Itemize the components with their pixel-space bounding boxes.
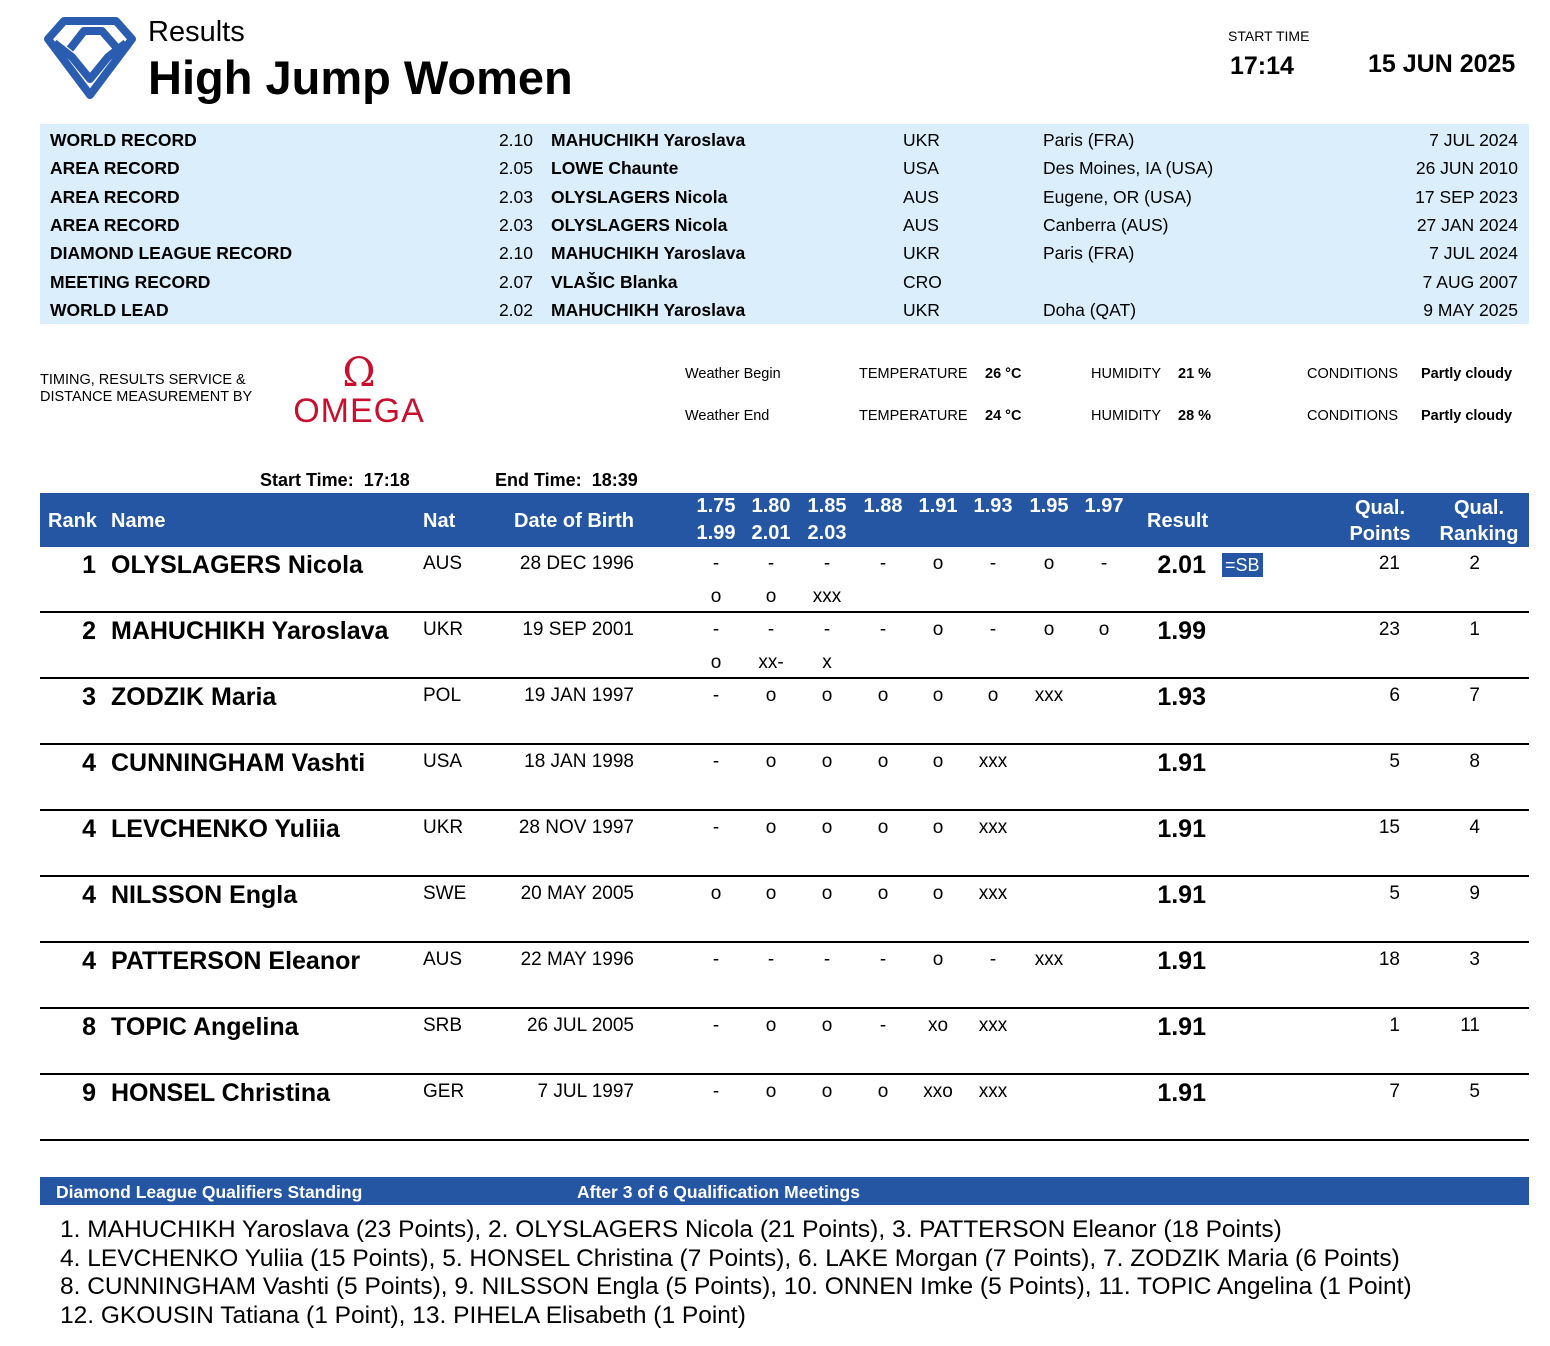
- record-date: 7 AUG 2007: [1422, 271, 1518, 292]
- result: 2.01: [1157, 551, 1206, 579]
- attempt: xxx: [978, 1015, 1008, 1036]
- table-row: [40, 877, 1529, 943]
- table-row: [40, 943, 1529, 1009]
- attempt: xxo: [923, 1081, 953, 1102]
- record-performance: 2.10: [498, 130, 533, 150]
- attempt: x: [822, 652, 832, 673]
- attempt: o: [987, 685, 999, 706]
- qual-ranking: 11: [1460, 1015, 1480, 1036]
- attempt: -: [823, 619, 831, 640]
- attempt: o: [932, 883, 944, 904]
- qual-ranking: 9: [1469, 883, 1480, 904]
- timing-credit-line2: DISTANCE MEASUREMENT BY: [40, 389, 253, 405]
- qual-ranking: 7: [1469, 685, 1480, 706]
- result-badge: =SB: [1222, 553, 1263, 577]
- weather-label: Weather Begin: [685, 366, 781, 382]
- standings-bar: [40, 1177, 1529, 1205]
- record-row: [40, 183, 1529, 211]
- athlete-name: TOPIC Angelina: [111, 1013, 299, 1041]
- attempt: o: [765, 586, 777, 607]
- timing-credit: [40, 372, 280, 406]
- record-row: [40, 154, 1529, 182]
- athlete-nat: SRB: [423, 1015, 463, 1036]
- humidity-value: 28 %: [1178, 408, 1212, 424]
- attempt: -: [879, 553, 887, 574]
- record-holder: OLYSLAGERS Nicola: [551, 214, 728, 235]
- record-venue: Eugene, OR (USA): [1043, 186, 1192, 207]
- record-date: 9 MAY 2025: [1423, 299, 1518, 320]
- record-date: 17 SEP 2023: [1415, 186, 1518, 207]
- attempt: o: [821, 1015, 833, 1036]
- record-type: AREA RECORD: [50, 158, 180, 179]
- standings-subtitle: After 3 of 6 Qualification Meetings: [577, 1182, 860, 1202]
- record-performance: 2.02: [498, 299, 533, 320]
- omega-logo-icon: [286, 352, 432, 426]
- attempt: o: [877, 685, 889, 706]
- record-nat: UKR: [903, 130, 940, 150]
- record-venue: Doha (QAT): [1043, 299, 1137, 320]
- table-row: [40, 1009, 1529, 1075]
- height-header: 1.99: [696, 522, 736, 544]
- attempt: o: [932, 949, 944, 970]
- attempt: o: [765, 1015, 777, 1036]
- height-header: 1.93: [973, 495, 1013, 517]
- standings-list: [60, 1216, 1412, 1330]
- qual-points: 6: [1389, 685, 1400, 706]
- attempt: -: [823, 553, 831, 574]
- page-title: High Jump Women: [148, 51, 573, 104]
- attempt: o: [821, 817, 833, 838]
- athlete-dob: 19 SEP 2001: [522, 619, 634, 640]
- humidity-value: 21 %: [1178, 366, 1212, 382]
- attempt: o: [710, 652, 722, 673]
- record-row: [40, 268, 1529, 296]
- start-time-label: START TIME: [1228, 28, 1310, 44]
- record-row: [40, 296, 1529, 324]
- attempt: o: [932, 751, 944, 772]
- result: 1.91: [1157, 815, 1206, 843]
- attempt: o: [821, 751, 833, 772]
- attempt: xxx: [1034, 685, 1064, 706]
- header-rank: Rank: [48, 510, 97, 532]
- athlete-dob: 26 JUL 2005: [526, 1015, 634, 1036]
- result: 1.91: [1157, 1079, 1206, 1107]
- record-nat: USA: [903, 158, 939, 179]
- height-header: 1.91: [918, 495, 958, 517]
- attempt: xxx: [812, 586, 842, 607]
- event-start-time: [260, 470, 410, 491]
- omega-symbol: Ω: [342, 352, 376, 396]
- attempt: -: [712, 1015, 720, 1036]
- attempt: xxx: [1034, 949, 1064, 970]
- standings-line: 1. MAHUCHIKH Yaroslava (23 Points), 2. OLYSLAGERS Nicola (21 Points), 3. PATTERSON Eleanor (18 Points): [60, 1216, 1282, 1243]
- rank: 2: [82, 617, 96, 645]
- record-type: WORLD LEAD: [50, 299, 169, 320]
- athlete-nat: UKR: [423, 619, 464, 640]
- record-venue: Paris (FRA): [1043, 243, 1135, 264]
- conditions-label: CONDITIONS: [1307, 366, 1399, 382]
- record-nat: UKR: [903, 243, 940, 264]
- attempt: -: [879, 1015, 887, 1036]
- attempt: o: [765, 817, 777, 838]
- humidity-label: HUMIDITY: [1091, 408, 1162, 424]
- height-header: 1.97: [1084, 495, 1124, 517]
- record-nat: AUS: [903, 214, 939, 235]
- attempt: -: [712, 751, 720, 772]
- attempt: -: [989, 619, 997, 640]
- qual-points: 1: [1389, 1015, 1400, 1036]
- attempt: -: [712, 553, 720, 574]
- result: 1.91: [1157, 1013, 1206, 1041]
- result: 1.91: [1157, 749, 1206, 777]
- attempt: o: [932, 817, 944, 838]
- height-header: 2.03: [807, 522, 847, 544]
- attempt: o: [765, 751, 777, 772]
- athlete-nat: USA: [423, 751, 463, 772]
- record-nat: CRO: [903, 271, 942, 292]
- athlete-dob: 18 JAN 1998: [524, 751, 634, 772]
- attempt: -: [712, 685, 720, 706]
- attempt: xo: [927, 1015, 949, 1036]
- humidity-label: HUMIDITY: [1091, 366, 1162, 382]
- athlete-name: CUNNINGHAM Vashti: [111, 749, 366, 777]
- record-performance: 2.07: [498, 271, 533, 292]
- header-dob: Date of Birth: [514, 510, 634, 532]
- qual-points: 7: [1389, 1081, 1400, 1102]
- athlete-name: OLYSLAGERS Nicola: [111, 551, 363, 579]
- event-end-label: End Time:: [495, 470, 582, 490]
- attempt: o: [1043, 553, 1055, 574]
- height-header: 1.88: [863, 495, 903, 517]
- result: 1.91: [1157, 881, 1206, 909]
- attempt: o: [821, 1081, 833, 1102]
- table-row: [40, 745, 1529, 811]
- header-qual-points-2: Points: [1349, 523, 1411, 545]
- temperature-label: TEMPERATURE: [859, 366, 968, 382]
- record-row: [40, 211, 1529, 239]
- attempt: o: [932, 685, 944, 706]
- standings-title: Diamond League Qualifiers Standing: [56, 1182, 363, 1202]
- record-date: 7 JUL 2024: [1429, 243, 1518, 264]
- rank: 3: [82, 683, 96, 711]
- height-header: 1.75: [696, 495, 736, 517]
- qual-ranking: 3: [1469, 949, 1480, 970]
- record-holder: LOWE Chaunte: [551, 158, 679, 179]
- temperature-value: 24 °C: [985, 408, 1022, 424]
- qual-points: 23: [1378, 619, 1400, 640]
- qual-ranking: 2: [1469, 553, 1480, 574]
- attempt: -: [1100, 553, 1108, 574]
- attempt: -: [712, 1081, 720, 1102]
- record-performance: 2.10: [498, 243, 533, 264]
- attempt: o: [765, 1081, 777, 1102]
- rank: 4: [82, 749, 96, 777]
- rank: 4: [82, 815, 96, 843]
- header-qual-points-1: Qual.: [1354, 497, 1405, 519]
- athlete-name: LEVCHENKO Yuliia: [111, 815, 340, 843]
- athlete-dob: 28 DEC 1996: [519, 553, 634, 574]
- attempt: -: [767, 553, 775, 574]
- rank: 4: [82, 881, 96, 909]
- weather-label: Weather End: [685, 408, 770, 424]
- attempt: -: [767, 949, 775, 970]
- record-venue: Canberra (AUS): [1043, 214, 1169, 235]
- record-venue: Paris (FRA): [1043, 130, 1135, 150]
- record-date: 27 JAN 2024: [1416, 214, 1518, 235]
- page-subtitle: Results: [148, 16, 245, 48]
- record-row: [40, 239, 1529, 267]
- athlete-dob: 28 NOV 1997: [518, 817, 634, 838]
- qual-ranking: 5: [1469, 1081, 1480, 1102]
- athlete-nat: AUS: [423, 949, 463, 970]
- start-time: 17:14: [1230, 52, 1294, 80]
- rank: 9: [82, 1079, 96, 1107]
- header-result: Result: [1147, 510, 1209, 532]
- record-holder: OLYSLAGERS Nicola: [551, 186, 728, 207]
- event-date: 15 JUN 2025: [1368, 50, 1516, 78]
- record-nat: UKR: [903, 299, 940, 320]
- attempt: o: [710, 586, 722, 607]
- athlete-name: MAHUCHIKH Yaroslava: [111, 617, 389, 645]
- athlete-nat: UKR: [423, 817, 464, 838]
- table-row: [40, 547, 1529, 613]
- height-header: 1.80: [751, 495, 791, 517]
- standings-line: 12. GKOUSIN Tatiana (1 Point), 13. PIHELA Elisabeth (1 Point): [60, 1301, 746, 1329]
- qual-points: 15: [1378, 817, 1400, 838]
- table-row: [40, 811, 1529, 877]
- attempt: o: [710, 883, 722, 904]
- qual-ranking: 4: [1469, 817, 1480, 838]
- athlete-nat: GER: [423, 1081, 465, 1102]
- attempt: xx-: [758, 652, 784, 673]
- attempt: o: [765, 883, 777, 904]
- rank: 8: [82, 1013, 96, 1041]
- attempt: o: [932, 619, 944, 640]
- record-type: AREA RECORD: [50, 186, 180, 207]
- header-nat: Nat: [423, 510, 456, 532]
- timing-credit-line1: TIMING, RESULTS SERVICE &: [40, 372, 246, 388]
- attempt: o: [821, 685, 833, 706]
- attempt: o: [877, 1081, 889, 1102]
- attempt: -: [989, 553, 997, 574]
- attempt: xxx: [978, 1081, 1008, 1102]
- conditions-label: CONDITIONS: [1307, 408, 1399, 424]
- attempt: o: [765, 685, 777, 706]
- conditions-value: Partly cloudy: [1421, 366, 1513, 382]
- athlete-dob: 22 MAY 1996: [520, 949, 634, 970]
- table-row: [40, 679, 1529, 745]
- record-row: [40, 126, 1529, 154]
- record-performance: 2.03: [498, 214, 533, 235]
- attempt: -: [712, 949, 720, 970]
- athlete-nat: AUS: [423, 553, 463, 574]
- temperature-value: 26 °C: [985, 366, 1022, 382]
- attempt: -: [879, 619, 887, 640]
- record-type: AREA RECORD: [50, 214, 180, 235]
- results-table-header: [40, 493, 1529, 547]
- height-header: 2.01: [751, 522, 791, 544]
- attempt: o: [1098, 619, 1110, 640]
- attempt: o: [821, 883, 833, 904]
- athlete-name: ZODZIK Maria: [111, 683, 277, 711]
- attempt: o: [877, 883, 889, 904]
- record-holder: VLAŠIC Blanka: [551, 271, 678, 292]
- attempt: o: [877, 751, 889, 772]
- qual-points: 18: [1378, 949, 1400, 970]
- qual-ranking: 1: [1469, 619, 1480, 640]
- event-end-time: [495, 470, 638, 491]
- attempt: -: [989, 949, 997, 970]
- height-header: 1.85: [807, 495, 847, 517]
- athlete-nat: POL: [423, 685, 462, 706]
- standings-line: 8. CUNNINGHAM Vashti (5 Points), 9. NILSSON Engla (5 Points), 10. ONNEN Imke (5 Points), 11. TOPIC Angelina (1 Point): [60, 1273, 1412, 1300]
- attempt: -: [712, 619, 720, 640]
- attempt: xxx: [978, 817, 1008, 838]
- athlete-name: NILSSON Engla: [111, 881, 298, 909]
- attempt: xxx: [978, 883, 1008, 904]
- record-date: 7 JUL 2024: [1429, 130, 1518, 150]
- athlete-nat: SWE: [423, 883, 467, 904]
- height-header: 1.95: [1029, 495, 1069, 517]
- attempt: -: [712, 817, 720, 838]
- record-performance: 2.03: [498, 186, 533, 207]
- event-start-label: Start Time:: [260, 470, 354, 490]
- records-table: [40, 124, 1529, 324]
- table-row: [40, 613, 1529, 679]
- rank: 1: [82, 551, 96, 579]
- attempt: o: [877, 817, 889, 838]
- record-date: 26 JUN 2010: [1415, 158, 1518, 179]
- result: 1.93: [1157, 683, 1206, 711]
- record-holder: MAHUCHIKH Yaroslava: [551, 130, 746, 150]
- table-row: [40, 1075, 1529, 1141]
- attempt: o: [932, 553, 944, 574]
- rank: 4: [82, 947, 96, 975]
- attempt: o: [1043, 619, 1055, 640]
- athlete-dob: 20 MAY 2005: [520, 883, 634, 904]
- record-venue: Des Moines, IA (USA): [1043, 158, 1214, 179]
- qual-ranking: 8: [1469, 751, 1480, 772]
- record-type: MEETING RECORD: [50, 271, 211, 292]
- record-nat: AUS: [903, 186, 939, 207]
- header-qual-ranking-1: Qual.: [1453, 497, 1504, 519]
- record-type: DIAMOND LEAGUE RECORD: [50, 243, 293, 264]
- attempt: xxx: [978, 751, 1008, 772]
- event-end-value: 18:39: [591, 470, 638, 490]
- qual-points: 5: [1389, 883, 1400, 904]
- header-qual-ranking-2: Ranking: [1439, 523, 1519, 545]
- athlete-dob: 7 JUL 1997: [537, 1081, 634, 1102]
- result: 1.99: [1157, 617, 1206, 645]
- athlete-name: HONSEL Christina: [111, 1079, 331, 1107]
- record-performance: 2.05: [498, 158, 533, 179]
- record-holder: MAHUCHIKH Yaroslava: [551, 299, 746, 320]
- standings-line: 4. LEVCHENKO Yuliia (15 Points), 5. HONSEL Christina (7 Points), 6. LAKE Morgan (7 Points), 7. ZODZIK Maria (6 Points): [60, 1244, 1400, 1272]
- qual-points: 21: [1378, 553, 1400, 574]
- athlete-dob: 19 JAN 1997: [524, 685, 634, 706]
- diamond-league-logo-icon: [40, 17, 140, 101]
- attempt: -: [767, 619, 775, 640]
- attempt: -: [823, 949, 831, 970]
- attempt: -: [879, 949, 887, 970]
- temperature-label: TEMPERATURE: [859, 408, 968, 424]
- conditions-value: Partly cloudy: [1421, 408, 1513, 424]
- qual-points: 5: [1389, 751, 1400, 772]
- event-start-value: 17:18: [363, 470, 410, 490]
- header-name: Name: [111, 510, 166, 532]
- athlete-name: PATTERSON Eleanor: [111, 947, 361, 975]
- record-holder: MAHUCHIKH Yaroslava: [551, 243, 746, 264]
- omega-wordmark: OMEGA: [293, 392, 425, 426]
- record-type: WORLD RECORD: [50, 130, 197, 150]
- result: 1.91: [1157, 947, 1206, 975]
